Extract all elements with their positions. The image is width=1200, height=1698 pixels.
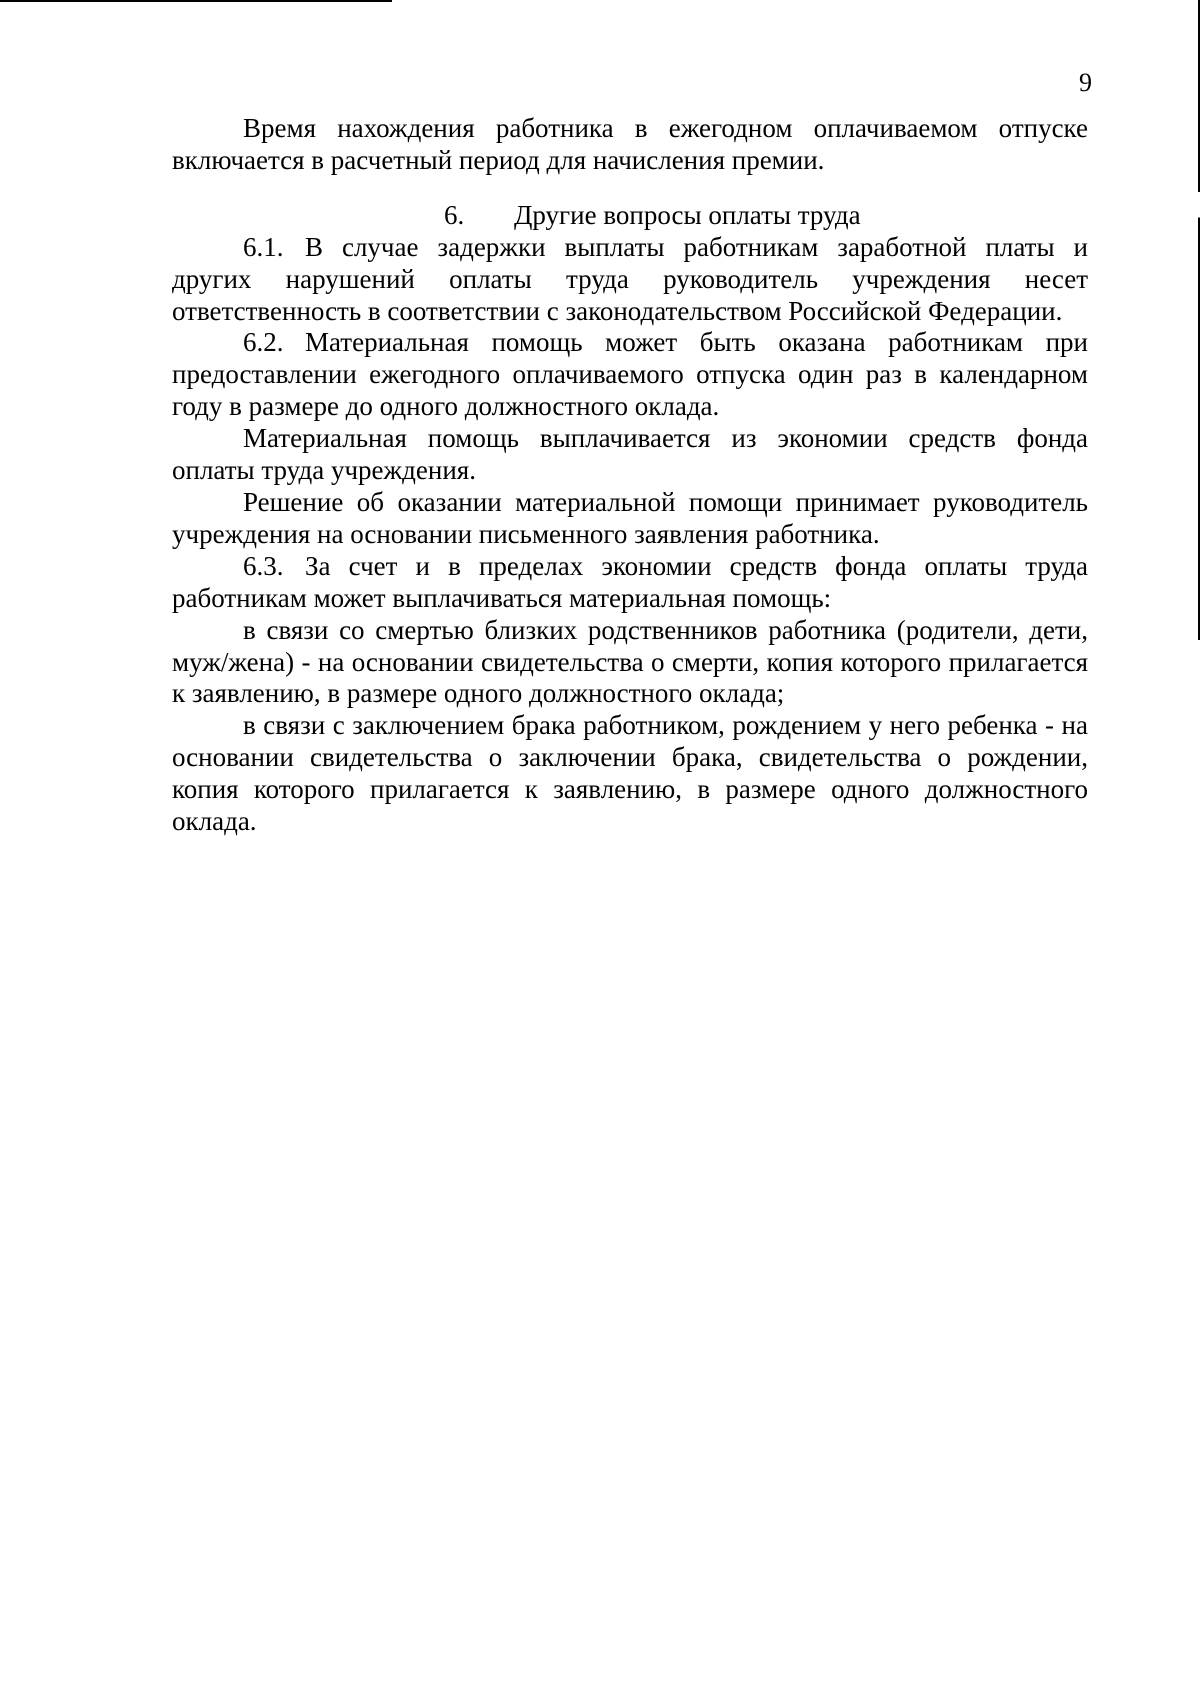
paragraph-6-2 [172,327,1088,423]
scan-edge-top [0,0,392,2]
paragraph-6-2-decision: Решение об оказании материальной помощи принимает руководитель учреждения на основании письменного заявления работника. [172,486,1088,549]
paragraph-6-2-payment-source: Материальная помощь выплачивается из экономии средств фонда оплаты труда учреждения. [172,423,1088,486]
clause-text-6-2: Материальная помощь может быть оказана работникам при предоставлении ежегодного оплачиваемого отпуска один раз в календарном году в размере до одного должностного оклада. [172,327,1088,422]
paragraph-6-3-death: в связи со смертью близких родственников работника (родители, дети, муж/жена) - на основании свидетельства о смерти, копия которого прилагается к заявлению, в размере одного должностного оклада; [172,614,1088,709]
paragraph-6-1 [172,232,1088,328]
clause-number-6-1: 6.1. [243,231,284,262]
section-title: Другие вопросы оплаты труда [514,199,861,230]
document-body [172,113,1088,838]
paragraph-bonus-period: Время нахождения работника в ежегодном оплачиваемом отпуске включается в расчетный период для начисления премии. [172,113,1088,175]
clause-number-6-3: 6.3. [243,550,284,581]
paragraph-6-3-marriage-birth: в связи с заключением брака работником, рождением у него ребенка - на основании свидетельства о заключении брака, свидетельства о рождении, копия которого прилагается к заявлению, в размере одного должностного оклада. [172,710,1088,837]
section-number: 6. [444,199,465,230]
clause-text-6-3: За счет и в пределах экономии средств фонда оплаты труда работникам может выплачиваться материальная помощь: [172,550,1088,613]
page-number: 9 [1079,68,1092,97]
clause-text-6-1: В случае задержки выплаты работникам заработной платы и других нарушений оплаты труда руководитель учреждения несет ответственность в соответствии с законодательством Российской Федерации. [172,231,1088,326]
clause-number-6-2: 6.2. [243,327,284,358]
section-heading [172,200,1088,232]
paragraph-6-3 [172,551,1088,615]
